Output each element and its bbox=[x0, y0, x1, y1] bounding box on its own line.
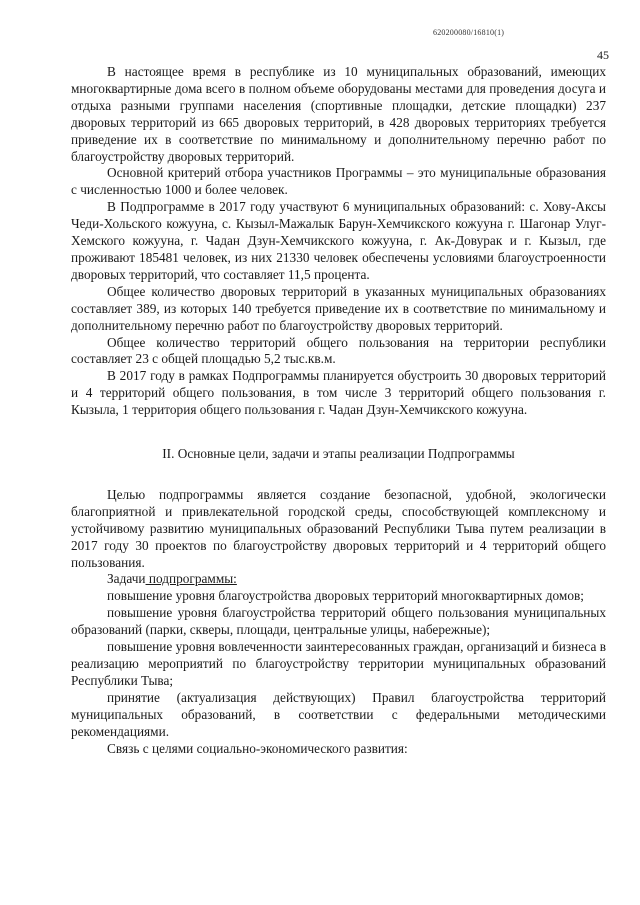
tasks-label bbox=[71, 571, 606, 588]
task-item-3: повышение уровня вовлеченности заинтересованных граждан, организаций и бизнеса в реализацию мероприятий по благоустройству территории муниципальных образований Республики Тыва; bbox=[71, 639, 606, 688]
paragraph-public-territories: Общее количество территорий общего пользования на территории республики составляет 23 с общей площадью 5,2 тыс.кв.м. bbox=[71, 334, 606, 367]
task-item-4: принятие (актуализация действующих) Правил благоустройства территорий муниципальных образований, в соответствии с федеральными методическими рекомендациями. bbox=[71, 689, 606, 739]
paragraph-plan-2017: В 2017 году в рамках Подпрограммы планируется обустроить 30 дворовых территорий и 4 территорий общего пользования, в том числе 3 территорий общего пользования г. Кызыла, 1 территория общего пользования г. Чадан Дзун-Хемчикского кожууна. bbox=[71, 368, 606, 418]
paragraph-selection-criterion: Основной критерий отбора участников Программы – это муниципальные образования с численностью 1000 и более человек. bbox=[71, 165, 606, 198]
document-code: 620200080/16810(1) bbox=[433, 28, 505, 37]
task-item-1: повышение уровня благоустройства дворовых территорий многоквартирных домов; bbox=[107, 588, 584, 604]
paragraph-closing: Связь с целями социально-экономического развития: bbox=[107, 740, 408, 756]
section-heading: II. Основные цели, задачи и этапы реализации Подпрограммы bbox=[162, 446, 515, 462]
paragraph-goal: Целью подпрограммы является создание безопасной, удобной, экологически благоприятной и привлекательной городской среды, способствующей комплексному и устойчивому развитию муниципальных образований Республики Тыва путем реализации в 2017 году 30 проектов по благоустройству дворовых территорий и 4 территорий общего пользования. bbox=[71, 486, 606, 570]
paragraph-courtyard-count: Общее количество дворовых территорий в указанных муниципальных образованиях составляет 389, из которых 140 требуется приведение их в соответствие по минимальному и дополнительному перечню работ по благоустройству дворовых территорий. bbox=[71, 283, 606, 333]
task-item-2: повышение уровня благоустройства территорий общего пользования муниципальных образований (парки, скверы, площади, центральные улицы, набережные); bbox=[71, 605, 606, 638]
document-body bbox=[71, 64, 606, 757]
paragraph-municipalities-overview: В настоящее время в республике из 10 муниципальных образований, имеющих многоквартирные дома всего в полном объеме оборудованы местами для проведения досуга и отдыха разными группами населения (спортивные площадки, детские площадки) 237 дворовых территорий из 665 дворовых территорий, в 428 дворовых территориях требуется приведение их в соответствие по минимальному и дополнительному перечню работ по благоустройству дворовых территорий. bbox=[71, 64, 606, 164]
tasks-label-start: Задачи bbox=[107, 571, 146, 587]
page-number: 45 bbox=[597, 48, 609, 62]
tasks-label-end: подпрограммы: bbox=[145, 571, 237, 587]
paragraph-participants-2017: В Подпрограмме в 2017 году участвуют 6 муниципальных образований: с. Хову-Аксы Чеди-Хольского кожууна, с. Кызыл-Мажалык Барун-Хемчикского кожууна г. Шагонар Улуг-Хемского кожууна, г. Чадан Дзун-Хемчикского кожууна, г. Ак-Довурак и г. Кызыл, где проживают 185481 человек, из них 21330 человек обеспечены условиями благоустроенности дворовых территорий, что составляет 11,5 процента. bbox=[71, 199, 606, 282]
